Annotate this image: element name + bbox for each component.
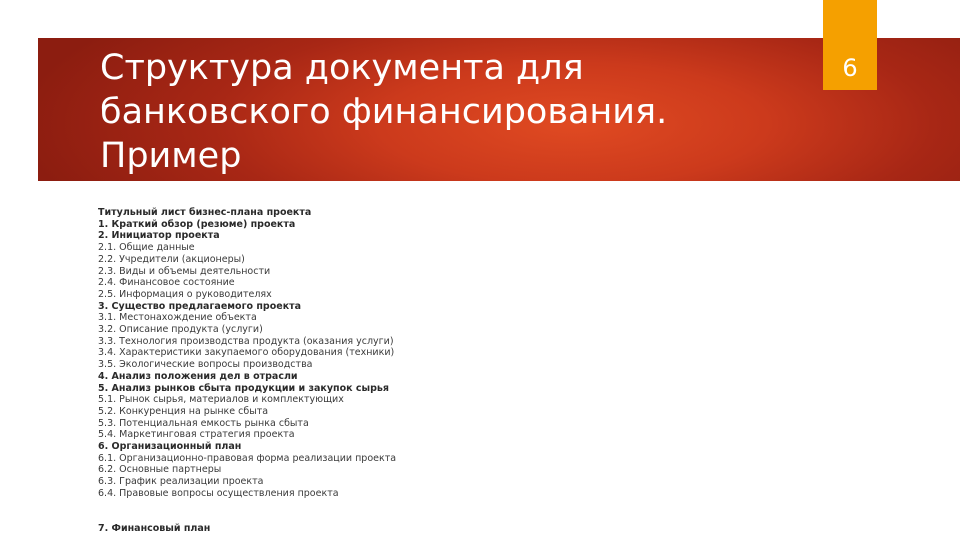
- outline-subitem: 5.3. Потенциальная емкость рынка сбыта: [98, 417, 309, 429]
- outline-subitem: 3.5. Экологические вопросы производства: [98, 359, 313, 371]
- page-number: 6: [842, 54, 858, 82]
- outline-subitem: 2.2. Учредители (акционеры): [98, 253, 245, 265]
- outline-section-heading: 4. Анализ положения дел в отрасли: [98, 370, 298, 382]
- outline-section-heading: 6. Организационный план: [98, 441, 242, 453]
- outline-subitem: 3.2. Описание продукта (услуги): [98, 324, 263, 336]
- outline-subitem: 2.4. Финансовое состояние: [98, 277, 235, 289]
- outline-subitem: 6.2. Основные партнеры: [98, 464, 222, 476]
- outline-subitem: 5.1. Рынок сырья, материалов и комплектующих: [98, 394, 344, 406]
- outline-subitem: 5.2. Конкуренция на рынке сбыта: [98, 405, 269, 417]
- outline-spacer: [98, 500, 818, 523]
- slide-title: Структура документа для банковского финансирования. Пример: [100, 48, 668, 176]
- outline-subitem: 2.1. Общие данные: [98, 242, 195, 254]
- outline-subitem: 3.1. Местонахождение объекта: [98, 312, 257, 324]
- page-number-tab: [823, 0, 877, 90]
- outline-section-heading: 5. Анализ рынков сбыта продукции и закупок сырья: [98, 382, 389, 394]
- outline-section-heading: 7. Финансовый план: [98, 522, 211, 534]
- outline-subitem: 2.5. Информация о руководителях: [98, 288, 272, 300]
- outline-subitem: 3.3. Технология производства продукта (оказания услуги): [98, 335, 394, 347]
- outline-section-heading: Титульный лист бизнес-плана проекта: [98, 207, 312, 218]
- outline-subitem: 6.1. Организационно-правовая форма реализации проекта: [98, 452, 397, 464]
- outline-section-heading: 3. Существо предлагаемого проекта: [98, 300, 302, 312]
- outline-subitem: 6.4. Правовые вопросы осуществления проекта: [98, 487, 339, 499]
- outline-section-heading: 2. Инициатор проекта: [98, 230, 220, 242]
- outline-section-heading: 1. Краткий обзор (резюме) проекта: [98, 218, 296, 230]
- outline-subitem: 6.3. График реализации проекта: [98, 476, 264, 488]
- outline-subitem: 3.4. Характеристики закупаемого оборудования (техники): [98, 347, 395, 359]
- outline-subitem: 5.4. Маркетинговая стратегия проекта: [98, 429, 295, 441]
- outline-subitem: 2.3. Виды и объемы деятельности: [98, 265, 271, 277]
- document-outline: [98, 207, 818, 535]
